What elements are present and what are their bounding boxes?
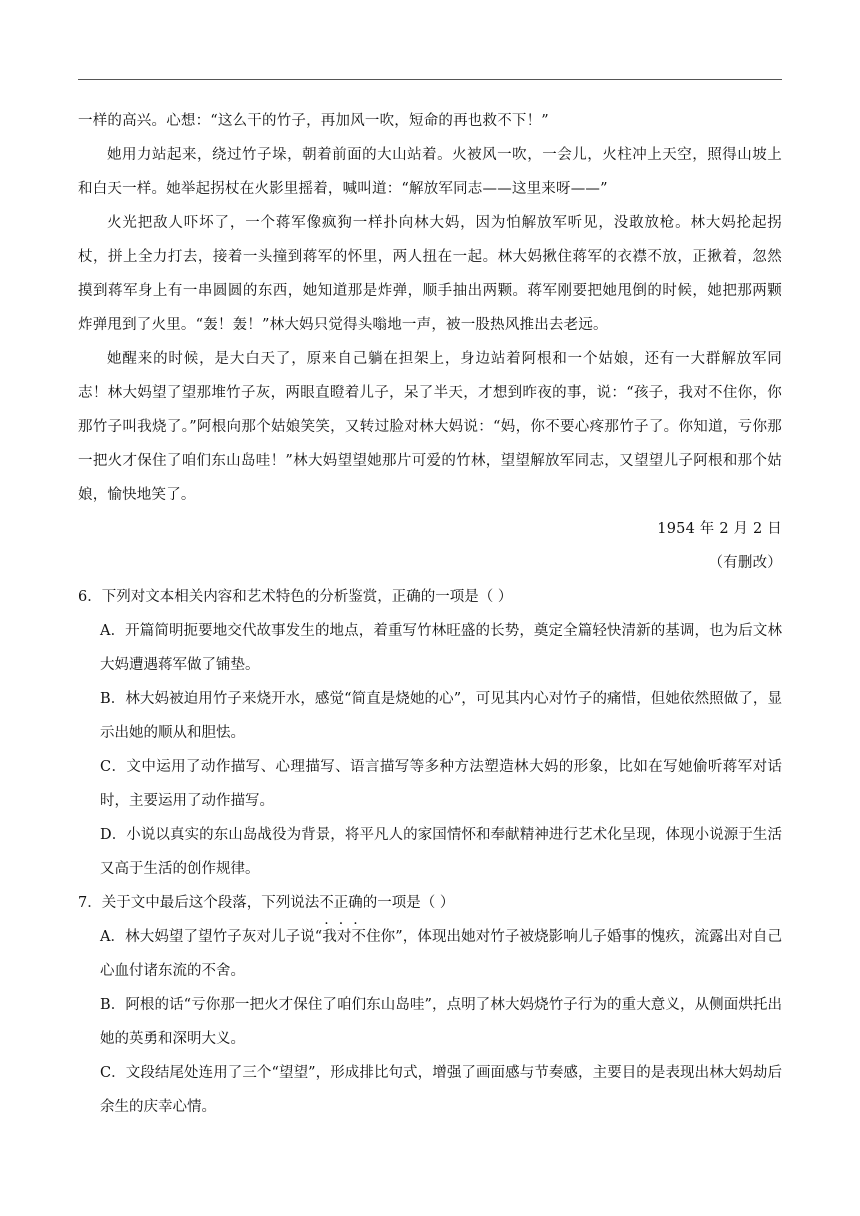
emphasis-char: 不: [319, 895, 334, 911]
question-7-stem-prefix: 7．关于文中最后这个段落，下列说法: [78, 895, 320, 911]
page-content: [78, 104, 782, 1124]
question-6-option-d: D．小说以真实的东山岛战役为背景，将平凡人的家国情怀和奉献精神进行艺术化呈现，体现小说源于生活又高于生活的创作规律。: [100, 827, 782, 877]
question-7-stem-suffix: 的一项是（ ）: [362, 895, 455, 911]
passage-note: （有删改）: [708, 555, 782, 571]
question-7-option-b: B．阿根的话“亏你那一把火才保住了咱们东山岛哇”，点明了林大妈烧竹子行为的重大意义，从侧面烘托出她的英勇和深明大义。: [100, 997, 782, 1047]
question-6-stem: 6．下列对文本相关内容和艺术特色的分析鉴赏，正确的一项是（ ）: [78, 589, 513, 605]
question-7-option-a: A．林大妈望了望竹子灰对儿子说“我对不住你”，体现出她对竹子被烧影响儿子婚事的愧疚，流露出对自己心血付诸东流的不舍。: [100, 929, 782, 979]
header-rule: [78, 79, 782, 80]
question-7-option-c: C．文段结尾处连用了三个“望望”，形成排比句式，增强了画面感与节奏感，主要目的是表现出林大妈劫后余生的庆幸心情。: [100, 1065, 782, 1115]
emphasis-char: 正: [333, 895, 349, 911]
emphasis-char: 确: [348, 895, 363, 911]
passage-date: 1954 年 2 月 2 日: [657, 521, 782, 537]
question-7-stem: [78, 886, 782, 920]
question-6-option-c: C．文中运用了动作描写、心理描写、语言描写等多种方法塑造林大妈的形象，比如在写她偷听蒋军对话时，主要运用了动作描写。: [100, 759, 782, 809]
passage-paragraph-2: 她用力站起来，绕过竹子垛，朝着前面的大山站着。火被风一吹，一会儿，火柱冲上天空，照得山坡上和白天一样。她举起拐杖在火影里摇着，喊叫道：“解放军同志——这里来呀——”: [78, 147, 782, 197]
passage-paragraph-4: 她醒来的时候，是大白天了，原来自己躺在担架上，身边站着阿根和一个姑娘，还有一大群解放军同志！林大妈望了望那堆竹子灰，两眼直瞪着儿子，呆了半天，才想到昨夜的事，说：“孩子，我对不住你，你那竹子叫我烧了。”阿根向那个姑娘笑笑，又转过脸对林大妈说：“妈，你不要心疼那竹子了。你知道，亏你那一把火才保住了咱们东山岛哇！”林大妈望望她那片可爱的竹林，望望解放军同志，又望望儿子阿根和那个姑娘，愉快地笑了。: [78, 351, 782, 503]
question-6-option-b: B．林大妈被迫用竹子来烧开水，感觉“简直是烧她的心”，可见其内心对竹子的痛惜，但她依然照做了，显示出她的顺从和胆怯。: [100, 691, 782, 741]
passage-paragraph-3: 火光把敌人吓坏了，一个蒋军像疯狗一样扑向林大妈，因为怕解放军听见，没敢放枪。林大妈抡起拐杖，拼上全力打去，接着一头撞到蒋军的怀里，两人扭在一起。林大妈揪住蒋军的衣襟不放，正揪着，忽然摸到蒋军身上有一串圆圆的东西，她知道那是炸弹，顺手抽出两颗。蒋军刚要把她甩倒的时候，她把那两颗炸弹甩到了火里。“轰！轰！”林大妈只觉得头嗡地一声，被一股热风推出去老远。: [78, 215, 782, 333]
question-6-option-a: A．开篇简明扼要地交代故事发生的地点，着重写竹林旺盛的长势，奠定全篇轻快清新的基调，也为后文林大妈遭遇蒋军做了铺垫。: [100, 623, 782, 673]
passage-paragraph-1: 一样的高兴。心想：“这么干的竹子，再加风一吹，短命的再也救不下！”: [78, 113, 549, 129]
